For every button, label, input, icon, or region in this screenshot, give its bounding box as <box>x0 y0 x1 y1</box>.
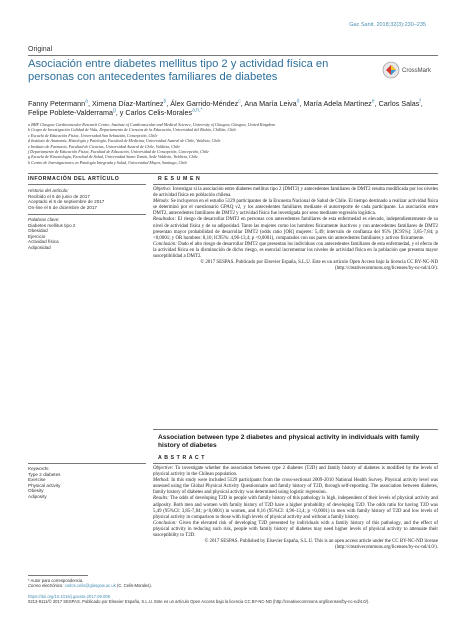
author-name: y Carlos Celis-Morales <box>119 108 193 118</box>
email-label: Correo electrónico: <box>28 583 64 589</box>
resumen-paragraph <box>153 199 438 217</box>
abstract-text: The odds of developing T2D in people with family history of this pathology is high, independent of their levels of physical activity and adiposity. Both men and women with family history of T2D have a higher probability of developing T2D. The odds ratio for having T2D was 5,49 (95%CI: 3,85-7,84; p<0,0001) in women, and 8,16 (95%CI: 4,96-13,4; p <0,0001) in men with family history of T2D and low levels of physical activity in comparison to those with high levels of physical activity and without a family history. <box>153 496 439 520</box>
author-name: Fanny Petermann <box>28 99 86 108</box>
divider <box>153 429 438 430</box>
affiliation-line: h Centro de Investigaciones en Patología Integrada y Salud, Universidad Mayor, Santiago, Chile <box>28 159 188 165</box>
abstract-paragraph <box>153 466 438 478</box>
keyword: Diabetes mellitus tipo 2 <box>28 222 76 228</box>
affiliation-line: c Escuela de Educación Física, Universidad San Sebastián, Concepción, Chile <box>28 132 158 138</box>
resumen-label: Método: <box>153 199 171 205</box>
keywords-label: Palabras clave: <box>28 217 60 222</box>
history-accepted: Aceptado el 5 de septiembre de 2017 <box>28 199 105 205</box>
svg-text:CrossMark: CrossMark <box>402 68 432 74</box>
resumen-paragraph <box>153 242 438 260</box>
author-affiliation-mark[interactable]: e <box>371 98 375 105</box>
keyword: Obesidad <box>28 228 48 234</box>
resumen-copyright: © 2017 SESPAS. Publicado por Elsevier España, S.L.U. Este es un artículo Open Access bajo la licencia CC BY-NC-ND (http://creativecommons.org/licenses/by-nc-nd/4.0/). <box>200 260 438 272</box>
resumen-label: Resultados: <box>153 217 178 223</box>
author-affiliation-mark[interactable]: a,h,* <box>192 108 203 115</box>
correspondence-star: * Autor para correspondencia. <box>28 578 84 583</box>
divider <box>153 463 438 464</box>
abstract-label: Conclusion: <box>153 520 179 526</box>
abstract-text: Given the elevated risk of developing T2D presented by individuals with a family history of this pathology, and the effect of physical activity in reducing such risk, people with family history of diabetes may need higher levels of physical activity to attenuate their susceptibility to T2D. <box>153 520 438 539</box>
article-info-heading: INFORMACIÓN DEL ARTÍCULO <box>28 176 120 182</box>
divider <box>28 55 438 56</box>
resumen-heading: R E S U M E N <box>158 176 201 182</box>
author-affiliation-mark[interactable]: g <box>112 108 116 115</box>
keyword: Obesity <box>28 488 44 494</box>
doi-link[interactable]: https://doi.org/10.1016/j.gaceta.2017.09.008 <box>28 594 110 599</box>
author-affiliation-mark[interactable]: b <box>163 98 167 105</box>
author-affiliation-mark[interactable]: a <box>85 98 88 105</box>
email-link[interactable]: carlos.celis@glasgow.ac.uk <box>64 583 116 589</box>
divider <box>153 184 438 185</box>
author-name: Carlos Salas <box>378 99 420 108</box>
affiliation-line: g Escuela de Kinesiología, Facultad de Salud, Universidad Santo Tomás, Sede Valdivia, Valdivia, Chile <box>28 154 198 160</box>
affiliations <box>28 122 438 165</box>
abstract-copyright: © 2017 SESPAS. Published by Elsevier España, S.L.U. This is an open access article under the CC BY-NC-ND license (http://creativecommons.org/licenses/by-nc-nd/4.0/). <box>204 539 438 551</box>
author-affiliation-mark[interactable]: c <box>238 98 241 105</box>
author-name: Ximena Díaz-Martínez <box>91 99 164 108</box>
correspondence-note <box>28 578 152 589</box>
keywords-en <box>28 466 146 500</box>
resumen-body <box>153 187 438 272</box>
keyword: Physical activity <box>28 482 61 488</box>
crossmark-logo[interactable] <box>382 60 438 80</box>
history-received: Recibido el 6 de junio de 2017 <box>28 193 90 199</box>
affiliation-line: b Grupo de Investigación Calidad de Vida, Departamento de Ciencias de la Educación, Universidad del Biobío, Chillán, Chile <box>28 127 237 133</box>
abstract-heading: A B S T R A C T <box>158 455 206 461</box>
section-label: Original <box>28 46 53 53</box>
correspondence-email-line <box>28 583 152 588</box>
abstract-body <box>153 466 438 551</box>
affiliation-line: a BHF Glasgow Cardiovascular Research Centre, Institute of Cardiovascular and Medical Science, University of Glasgow, Glasgow, United Kingdom <box>28 122 275 127</box>
resumen-text: Investigar si la asociación entre diabetes mellitus tipo 2 (DMT2) y antecedentes familiares de DMT2 resulta modificada por los niveles de actividad física en población chilena. <box>153 187 439 199</box>
keyword: Adiposidad <box>28 244 51 250</box>
abstract-label: Objective: <box>153 466 176 471</box>
divider <box>28 173 438 174</box>
keyword: Actividad física <box>28 239 59 245</box>
affiliation-line: e Instituto de Farmacia, Facultad de Ciencias, Universidad Austral de Chile, Valdivia, Chile <box>28 143 181 149</box>
resumen-paragraph <box>153 217 438 241</box>
journal-reference[interactable]: Gac Sanit. 2018;32(3):230–235 <box>349 22 426 28</box>
abstract-paragraph <box>153 478 438 496</box>
article-history <box>28 188 146 210</box>
english-title: Association between type 2 diabetes and physical activity in individuals with family history of diabetes <box>158 434 420 449</box>
author-name: Ana María Leiva <box>244 99 297 108</box>
abstract-paragraph <box>153 521 438 539</box>
resumen-paragraph <box>153 187 438 199</box>
divider <box>28 214 146 215</box>
author-name: María Adela Martínez <box>303 99 372 108</box>
resumen-label: Conclusión: <box>153 241 179 247</box>
article-title: Asociación entre diabetes mellitus tipo 2 y actividad física en personas con antecedentes familiares de diabetes <box>28 58 329 83</box>
email-owner: (C. Celis-Morales). <box>117 583 152 589</box>
keywords-es <box>28 217 146 251</box>
abstract-text: To investigate whether the association between type 2 diabetes (T2D) and family history of diabetes is modified by the levels of physical activity in the Chilean population. <box>153 466 438 478</box>
keywords-label: Keywords: <box>28 466 50 471</box>
divider <box>28 463 146 464</box>
affiliation-line: f Departamento de Educación Física, Facultad de Educación, Universidad de Concepción, Concepción, Chile <box>28 149 209 155</box>
keyword: Type 2 diabetes <box>28 471 61 477</box>
author-affiliation-mark[interactable]: f <box>419 98 421 105</box>
history-online: On-line el 6 de diciembre de 2017 <box>28 204 97 210</box>
footnote-divider <box>28 575 88 576</box>
keyword: Ejercicio <box>28 233 46 239</box>
abstract-text: In this study were included 5129 participants from the cross-sectional 2009-2010 National Health Survey. Physical activity level was assessed using the Global Physical Activity Questionnaire and family history of T2D, through self-reporting. The association between diabetes, family history of diabetes and physical activity was determined using logistic regression. <box>153 478 438 496</box>
keyword: Exercise <box>28 477 46 483</box>
abstract-label: Method: <box>153 478 172 484</box>
abstract-label: Results: <box>153 496 171 502</box>
author-affiliation-mark[interactable]: d <box>296 98 300 105</box>
author-name: Álex Garrido-Méndez <box>170 99 239 108</box>
resumen-text: Se incluyeron en el estudio 5129 participantes de la Encuesta Nacional de Salud de Chile. El tiempo destinado a realizar actividad física se determinó por el cuestionario GPAQ v2, y los antecedentes familiares mediante el autorreporte de cada participante. La asociación entre DMT2, antecedentes familiares de DMT2 y actividad física fue investigada por seno mediante regresión logística. <box>153 199 438 217</box>
resumen-text: El riesgo de desarrollar DMT2 en personas con antecedentes familiares de esta enfermedad es elevado, independientemente de su nivel de actividad física y de su adiposidad. Tanto las mujeres como los hombres físicamente inactivos y con antecedentes familiares de DMT2 presentan mayor probabilidad de desarrollar DMT2 (odds ratio [OR] mujeres: 5,49; intervalo de confianza del 95% [IC95%]: 3,85-7,84; p <0,0001; y OR hombres: 8,16; IC95%: 4,96-13,4; p <0,0001), comparados con sus pares sin antecedentes familiares y activos físicamente. <box>153 217 438 241</box>
history-label: Historia del artículo: <box>28 188 69 193</box>
author-name: Felipe Poblete-Valderrama <box>28 108 113 118</box>
resumen-label: Objetivo: <box>153 187 173 192</box>
abstract-paragraph <box>153 496 438 520</box>
issn-line: 0213-9111/© 2017 SESPAS. Publicado por Elsevier España, S.L.U. Este es un artículo Open Access bajo la licencia CC BY-NC-ND (http://creativecommons.org/licenses/by-nc-nd/4.0/). <box>28 599 370 605</box>
keyword: Adiposity <box>28 493 47 499</box>
affiliation-line: d Instituto de Anatomía, Histología y Patología, Facultad de Medicina, Universidad Austral de Chile, Valdivia, Chile <box>28 138 221 144</box>
divider <box>28 184 146 185</box>
resumen-text: Dado el alto riesgo de desarrollar DMT2 que presentan los individuos con antecedentes familiares de esta enfermedad, y el efecto de la actividad física en la disminución de dicho riesgo, es esencial incrementar los niveles de actividad física en la población que presenta mayor susceptibilidad a DMT2. <box>153 241 438 260</box>
doi-block <box>28 594 438 605</box>
author-list: Fanny Petermann$^a$, Ximena Díaz-Martínez$^b$, Álex Garrido-Méndez$^c$, Ana María Leiva$^d$, María Adela Martínez$^e$, Carlos Salas$^f$, Felipe Poblete-Valderrama$^g$, y Carlos Celis-Morales$^{a,h,*}$ <box>28 98 423 118</box>
